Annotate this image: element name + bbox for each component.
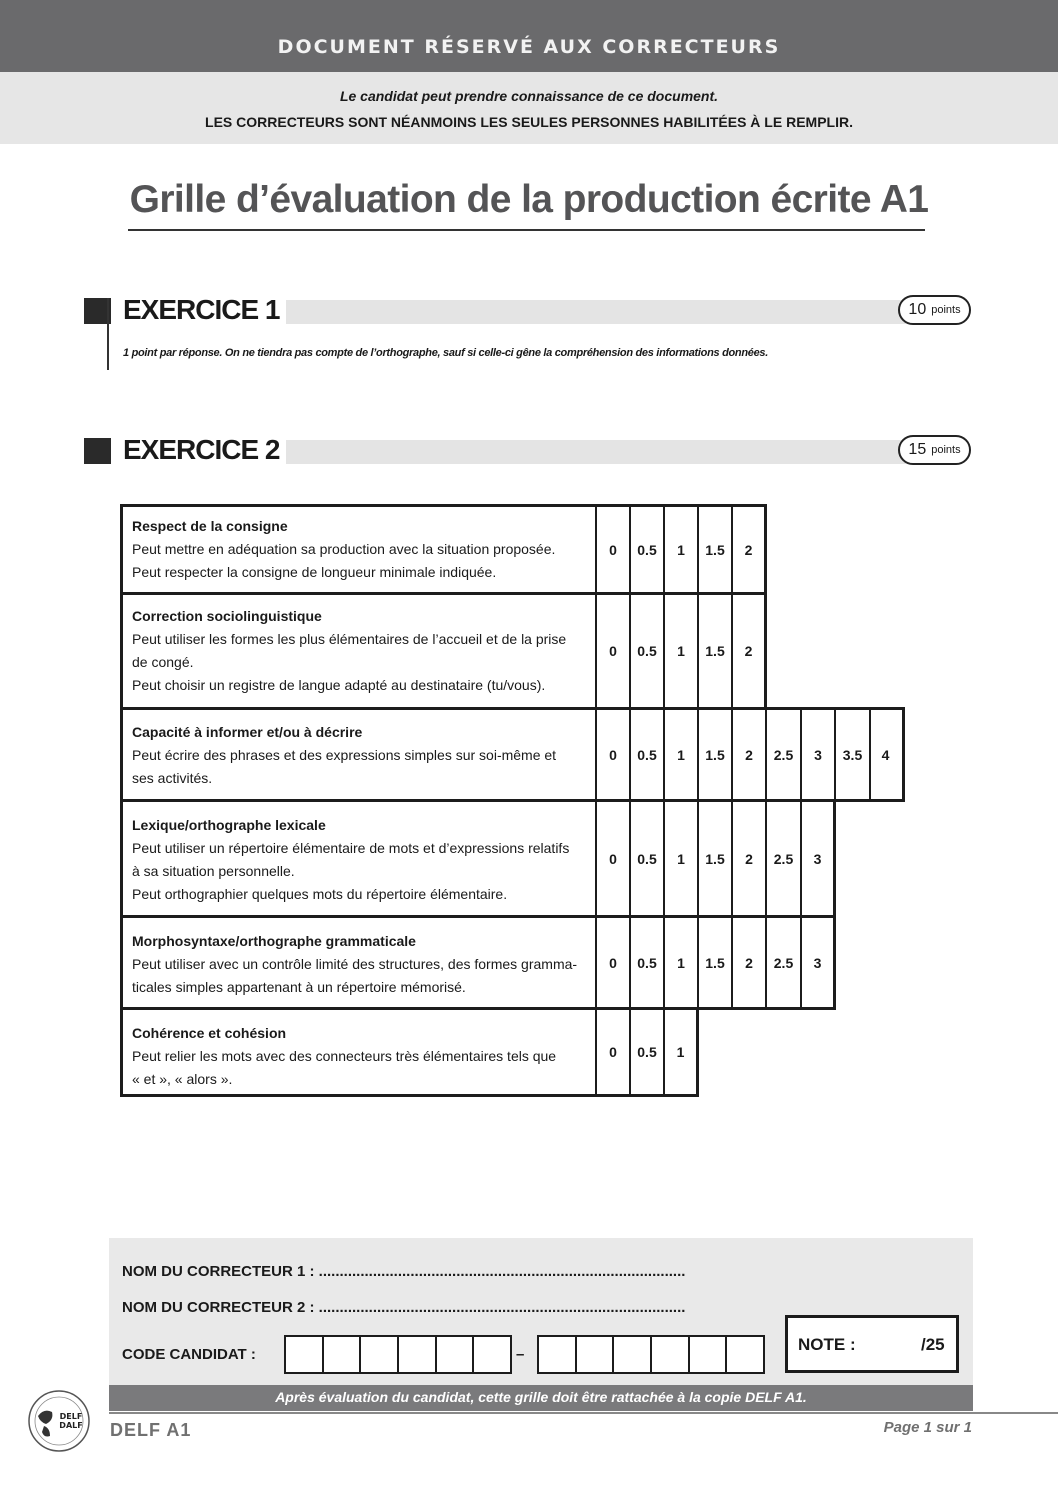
criterion-title: Correction sociolinguistique — [132, 608, 322, 624]
code-digit-box[interactable] — [650, 1337, 688, 1372]
exercise-2-points-badge — [898, 435, 971, 465]
notice-band — [0, 72, 1058, 144]
exam-label: DELF A1 — [110, 1420, 192, 1440]
criterion-description — [123, 802, 595, 915]
delf-dalf-logo — [24, 1386, 94, 1456]
exercise-2-bar — [286, 440, 906, 464]
code-digit-box[interactable] — [397, 1337, 435, 1372]
criterion-description — [123, 1010, 595, 1094]
note-total: /25 — [921, 1335, 945, 1354]
exercise-1-note: 1 point par réponse. On ne tiendra pas compte de l’orthographe, sauf si celle-ci gêne la compréhension des informations données. — [123, 347, 768, 359]
criterion-description — [123, 710, 595, 799]
logo-text-dalf: DALF — [59, 1421, 83, 1430]
criterion-line: de congé. — [132, 654, 194, 670]
criterion-description — [123, 918, 595, 1007]
score-option[interactable]: 1.5 — [697, 710, 731, 799]
note-label: NOTE : — [798, 1335, 856, 1354]
score-option[interactable]: 2 — [731, 918, 765, 1007]
candidate-code-separator: – — [516, 1346, 525, 1363]
score-option[interactable]: 0 — [595, 507, 629, 592]
criterion-line: Peut écrire des phrases et des expressions simples sur soi-même et — [132, 747, 557, 763]
exercise-2-points-word: points — [931, 444, 961, 456]
page-title: Grille d’évaluation de la production écrite A1 — [129, 178, 929, 221]
score-option[interactable]: 0 — [595, 802, 629, 915]
code-digit-box[interactable] — [725, 1337, 763, 1372]
criterion-row — [120, 799, 836, 918]
criterion-title: Capacité à informer et/ou à décrire — [132, 724, 363, 740]
score-option[interactable]: 0 — [595, 710, 629, 799]
criterion-row — [120, 504, 767, 595]
score-option[interactable]: 0.5 — [629, 918, 663, 1007]
exercise-2-title: EXERCICE 2 — [123, 434, 280, 465]
exercise-2-marker — [84, 438, 111, 464]
criterion-line: ticales simples appartenant à un répertoire mémorisé. — [132, 979, 466, 995]
score-option[interactable]: 0.5 — [629, 802, 663, 915]
score-option[interactable]: 2 — [731, 507, 764, 592]
criterion-row — [120, 707, 905, 802]
criterion-line: Peut respecter la consigne de longueur minimale indiquée. — [132, 564, 497, 580]
criterion-description — [123, 595, 595, 707]
score-option[interactable]: 3 — [800, 710, 834, 799]
globe-icon — [24, 1386, 94, 1456]
code-digit-box[interactable] — [688, 1337, 726, 1372]
candidate-code-part-2[interactable] — [537, 1335, 765, 1374]
code-digit-box[interactable] — [472, 1337, 510, 1372]
page-rule — [109, 1412, 1058, 1414]
score-option[interactable]: 0 — [595, 918, 629, 1007]
score-option[interactable]: 3 — [800, 918, 833, 1007]
criterion-line: Peut utiliser un répertoire élémentaire de mots et d’expressions relatifs — [132, 840, 570, 856]
exercise-1-bar — [286, 300, 906, 324]
code-digit-box[interactable] — [539, 1337, 575, 1372]
notice-line-1: Le candidat peut prendre connaissance de ce document. — [339, 88, 719, 104]
score-option[interactable]: 2 — [731, 595, 764, 707]
score-option[interactable]: 1.5 — [697, 595, 731, 707]
exercise-2-points-value: 15 — [908, 441, 927, 458]
code-digit-box[interactable] — [575, 1337, 613, 1372]
criterion-line: Peut utiliser avec un contrôle limité des structures, des formes gramma- — [132, 956, 578, 972]
exercise-1-points-word: points — [931, 304, 961, 316]
title-underline — [128, 229, 925, 231]
score-option[interactable]: 1 — [663, 802, 697, 915]
corrector-1-field[interactable]: NOM DU CORRECTEUR 1 : ........................................................................................ — [122, 1263, 686, 1280]
score-option[interactable]: 4 — [869, 710, 900, 799]
corrector-2-field[interactable]: NOM DU CORRECTEUR 2 : ........................................................................................ — [122, 1299, 686, 1316]
score-option[interactable]: 0 — [595, 1010, 629, 1094]
score-option[interactable]: 0.5 — [629, 710, 663, 799]
criterion-line: ses activités. — [132, 770, 213, 786]
page-number: Page 1 sur 1 — [883, 1419, 972, 1436]
score-option[interactable]: 0.5 — [629, 595, 663, 707]
score-option[interactable]: 1 — [663, 918, 697, 1007]
code-digit-box[interactable] — [359, 1337, 397, 1372]
score-option[interactable]: 1.5 — [697, 918, 731, 1007]
candidate-code-label: CODE CANDIDAT : — [122, 1346, 256, 1363]
criterion-row — [120, 1007, 699, 1097]
exercise-1-points-value: 10 — [908, 301, 927, 318]
criterion-title: Cohérence et cohésion — [132, 1025, 287, 1041]
score-option[interactable]: 3.5 — [834, 710, 869, 799]
code-digit-box[interactable] — [435, 1337, 473, 1372]
criterion-line: « et », « alors ». — [132, 1071, 233, 1087]
code-digit-box[interactable] — [612, 1337, 650, 1372]
score-option[interactable]: 2.5 — [765, 918, 800, 1007]
candidate-code-part-1[interactable] — [284, 1335, 512, 1374]
criterion-row — [120, 592, 767, 710]
footer-band-text: Après évaluation du candidat, cette grille doit être rattachée à la copie DELF A1. — [275, 1389, 807, 1405]
criterion-line: à sa situation personnelle. — [132, 863, 295, 879]
note-box[interactable] — [785, 1315, 959, 1373]
criterion-line: Peut utiliser les formes les plus élémentaires de l’accueil et de la prise — [132, 631, 567, 647]
header-band-title: DOCUMENT RÉSERVÉ AUX CORRECTEURS — [277, 36, 781, 58]
score-option[interactable]: 1 — [663, 507, 697, 592]
criterion-line: Peut choisir un registre de langue adapté au destinataire (tu/vous). — [132, 677, 546, 693]
criterion-title: Lexique/orthographe lexicale — [132, 817, 326, 833]
score-option[interactable]: 1.5 — [697, 802, 731, 915]
criterion-line: Peut orthographier quelques mots du répertoire élémentaire. — [132, 886, 508, 902]
score-option[interactable]: 2 — [731, 802, 765, 915]
score-option[interactable]: 0.5 — [629, 507, 663, 592]
criterion-title: Respect de la consigne — [132, 518, 288, 534]
criterion-line: Peut relier les mots avec des connecteurs très élémentaires tels que — [132, 1048, 557, 1064]
score-option[interactable]: 2.5 — [765, 802, 800, 915]
score-option[interactable]: 1 — [663, 710, 697, 799]
score-option[interactable]: 2.5 — [765, 710, 800, 799]
criterion-line: Peut mettre en adéquation sa production avec la situation proposée. — [132, 541, 556, 557]
exercise-1-points-badge — [898, 295, 971, 325]
score-option[interactable]: 1 — [663, 595, 697, 707]
score-option[interactable]: 1 — [663, 1010, 696, 1094]
criterion-title: Morphosyntaxe/orthographe grammaticale — [132, 933, 416, 949]
exercise-1-rule — [107, 298, 109, 370]
notice-line-2: LES CORRECTEURS SONT NÉANMOINS LES SEULES PERSONNES HABILITÉES À LE REMPLIR. — [205, 114, 853, 130]
code-digit-box[interactable] — [286, 1337, 322, 1372]
criterion-description — [123, 507, 595, 592]
score-option[interactable]: 3 — [800, 802, 833, 915]
logo-text-delf: DELF — [59, 1412, 83, 1421]
exercise-1-title: EXERCICE 1 — [123, 294, 280, 325]
score-option[interactable]: 2 — [731, 710, 765, 799]
score-option[interactable]: 0.5 — [629, 1010, 663, 1094]
code-digit-box[interactable] — [322, 1337, 360, 1372]
score-option[interactable]: 0 — [595, 595, 629, 707]
score-option[interactable]: 1.5 — [697, 507, 731, 592]
criterion-row — [120, 915, 836, 1010]
